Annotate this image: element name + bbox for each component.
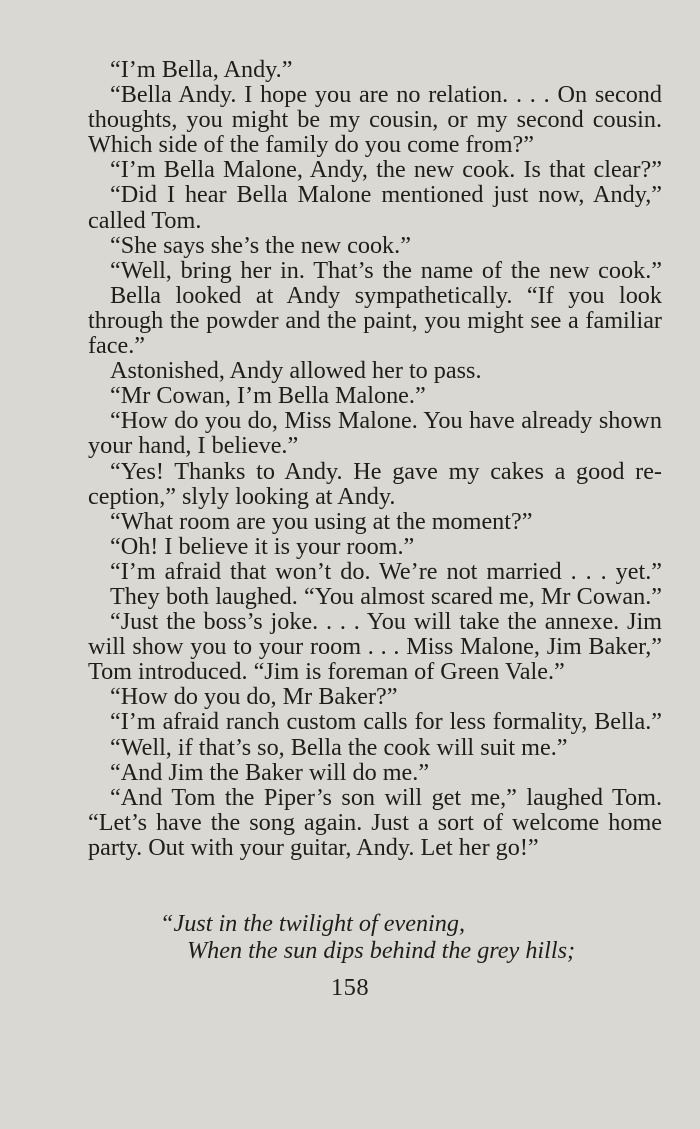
text-line: through the powder and the paint, you might see a familiar [88,306,662,334]
text-line: “And Tom the Piper’s son will get me,” laughed Tom. [110,783,662,811]
text-line: “I’m afraid ranch custom calls for less formality, Bella.” [110,708,662,736]
text-line: Which side of the family do you come from?” [88,131,534,159]
text-line: ception,” slyly looking at Andy. [88,482,396,510]
text-line: your hand, I believe.” [88,432,299,460]
text-line: “Oh! I believe it is your room.” [110,532,415,560]
text-line: party. Out with your guitar, Andy. Let her go!” [88,833,539,861]
text-line: “Yes! Thanks to Andy. He gave my cakes a good re- [110,457,662,485]
text-line: Bella looked at Andy sympathetically. “If you look [110,281,662,309]
text-line: “Mr Cowan, I’m Bella Malone.” [110,382,426,410]
text-line: “Well, if that’s so, Bella the cook will suit me.” [110,733,568,761]
text-line: “What room are you using at the moment?” [110,507,533,535]
text-line: “How do you do, Mr Baker?” [110,683,398,711]
text-line: “Let’s have the song again. Just a sort of welcome home [88,808,662,836]
text-line: face.” [88,332,146,360]
text-line: Tom introduced. “Jim is foreman of Green Vale.” [88,658,565,686]
verse-quote [0,910,700,964]
text-line: “And Jim the Baker will do me.” [110,758,430,786]
text-line: They both laughed. “You almost scared me, Mr Cowan.” [110,582,662,610]
text-line: “She says she’s the new cook.” [110,231,411,259]
text-line: “I’m Bella, Andy.” [110,56,293,83]
text-line: “Bella Andy. I hope you are no relation. . . . On second [110,81,662,109]
text-line: “I’m Bella Malone, Andy, the new cook. Is that clear?” [110,156,662,184]
page-number: 158 [330,974,370,1001]
text-line: thoughts, you might be my cousin, or my second cousin. [88,106,662,134]
text-line: “How do you do, Miss Malone. You have already shown [110,407,662,435]
text-line: called Tom. [88,206,202,234]
verse-line: When the sun dips behind the grey hills; [187,937,576,964]
verse-line: “Just in the twilight of evening, [160,910,466,937]
text-line: Astonished, Andy allowed her to pass. [110,357,482,385]
body-text [88,57,662,860]
text-line: will show you to your room . . . Miss Malone, Jim Baker,” [88,633,662,661]
text-line: “I’m afraid that won’t do. We’re not married . . . yet.” [110,557,662,585]
text-line: “Just the boss’s joke. . . . You will take the annexe. Jim [110,608,662,636]
text-line: “Well, bring her in. That’s the name of the new cook.” [110,256,662,284]
text-line: “Did I hear Bella Malone mentioned just now, Andy,” [110,181,662,209]
